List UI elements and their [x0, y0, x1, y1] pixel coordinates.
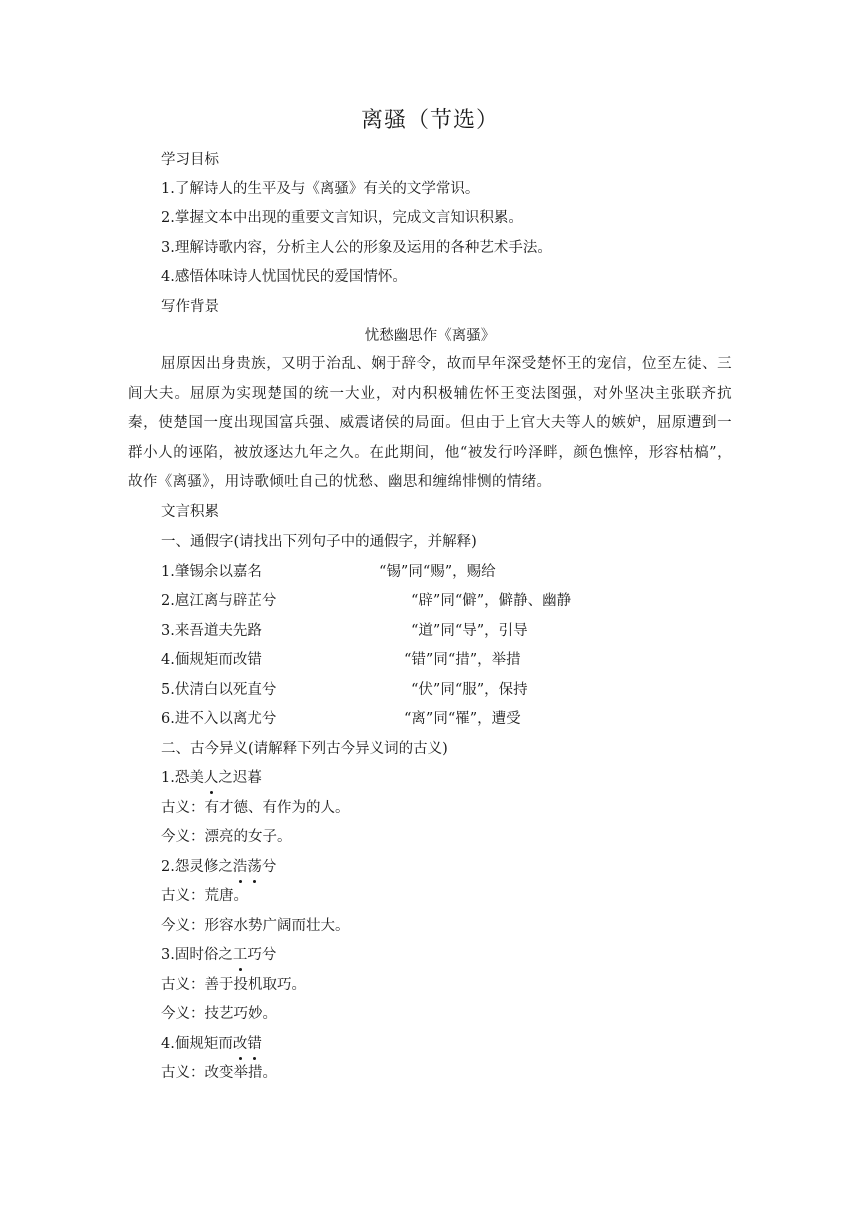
tongjia-explain: “道”同“导”，引导	[411, 623, 528, 639]
tongjia-row	[161, 709, 521, 729]
tongjia-row	[161, 562, 496, 582]
gujin-pre: 1.恐美	[161, 770, 204, 786]
tongjia-explain: “锡”同“赐”，赐给	[379, 564, 496, 580]
gujin-jin: 今义：漂亮的女子。	[161, 829, 292, 845]
gujin-emphasis	[233, 859, 262, 875]
tongjia-sentence: 3.来吾道夫先路	[161, 623, 262, 639]
tongjia-heading: 一、通假字(请找出下列句子中的通假字，并解释)	[161, 534, 477, 550]
tongjia-sentence: 4.偭规矩而改错	[161, 652, 262, 668]
wenyan-heading: 文言积累	[161, 504, 219, 520]
tongjia-explain: “伏”同“服”，保持	[411, 682, 528, 698]
tongjia-row	[161, 680, 528, 700]
gujin-emphasis: 工	[232, 947, 248, 963]
tongjia-sentence: 5.伏清白以死直兮	[161, 682, 277, 698]
tongjia-sentence: 2.扈江离与辟芷兮	[161, 593, 277, 609]
gujin-post: 巧兮	[247, 947, 277, 963]
goal-item: 2.掌握文本中出现的重要文言知识，完成文言知识积累。	[161, 210, 523, 226]
goals-heading: 学习目标	[161, 152, 219, 168]
background-subtitle: 忧愁幽思作《离骚》	[364, 328, 496, 344]
gujin-gu: 古义：有才德、有作为的人。	[161, 800, 350, 816]
goal-item: 1.了解诗人的生平及与《离骚》有关的文学常识。	[161, 181, 480, 197]
gujin-pre: 4.偭规矩而	[161, 1036, 233, 1052]
tongjia-row	[161, 621, 528, 641]
emphasis-char: 错	[247, 1036, 262, 1052]
goal-item: 4.感悟体味诗人忧国忧民的爱国情怀。	[161, 269, 407, 285]
tongjia-explain: “辟”同“僻”，僻静、幽静	[411, 593, 572, 609]
page-title: 离骚（节选）	[360, 108, 499, 133]
gujin-emphasis: 人	[203, 770, 219, 786]
gujin-jin: 今义：技艺巧妙。	[161, 1006, 277, 1022]
gujin-post: 之迟暮	[218, 770, 262, 786]
background-paragraph: 屈原因出身贵族，又明于治乱、娴于辞令，故而早年深受楚怀王的宠信，位至左徒、三闾大夫。屈原为实现楚国的统一大业，对内积极辅佐怀王变法图强，对外坚决主张联齐抗秦，使楚国一度出现国富兵强、威震诸侯的局面。但由于上官大夫等人的嫉妒，屈原遭到一群小人的诬陷，被放逐达九年之久。在此期间，他“被发行吟泽畔，颜色憔悴，形容枯槁”，故作《离骚》，用诗歌倾吐自己的忧愁、幽思和缠绵悱恻的情绪。	[128, 356, 732, 491]
background-heading: 写作背景	[161, 299, 219, 315]
tongjia-sentence: 1.肇锡余以嘉名	[161, 564, 262, 580]
tongjia-sentence: 6.进不入以离尤兮	[161, 711, 277, 727]
gujin-item	[161, 945, 276, 965]
gujin-item	[161, 857, 276, 877]
gujin-item	[161, 1034, 262, 1054]
gujin-pre: 3.固时俗之	[161, 947, 233, 963]
gujin-heading: 二、古今异义(请解释下列古今异义词的古义)	[161, 741, 448, 757]
tongjia-row	[161, 650, 521, 670]
gujin-item	[161, 768, 262, 788]
tongjia-explain: “离”同“罹”，遭受	[404, 711, 521, 727]
emphasis-char: 改	[232, 1036, 248, 1052]
gujin-gu: 古义：荒唐。	[161, 888, 248, 904]
emphasis-char: 浩	[232, 859, 248, 875]
gujin-emphasis	[233, 1036, 262, 1052]
goal-item: 3.理解诗歌内容，分析主人公的形象及运用的各种艺术手法。	[161, 240, 552, 256]
gujin-gu: 古义：善于投机取巧。	[161, 977, 306, 993]
gujin-pre: 2.怨灵修之	[161, 859, 233, 875]
gujin-jin: 今义：形容水势广阔而壮大。	[161, 918, 350, 934]
emphasis-char: 荡	[247, 859, 262, 875]
gujin-gu: 古义：改变举措。	[161, 1065, 277, 1081]
tongjia-row	[161, 591, 572, 611]
tongjia-explain: “错”同“措”，举措	[404, 652, 521, 668]
gujin-post: 兮	[261, 859, 277, 875]
